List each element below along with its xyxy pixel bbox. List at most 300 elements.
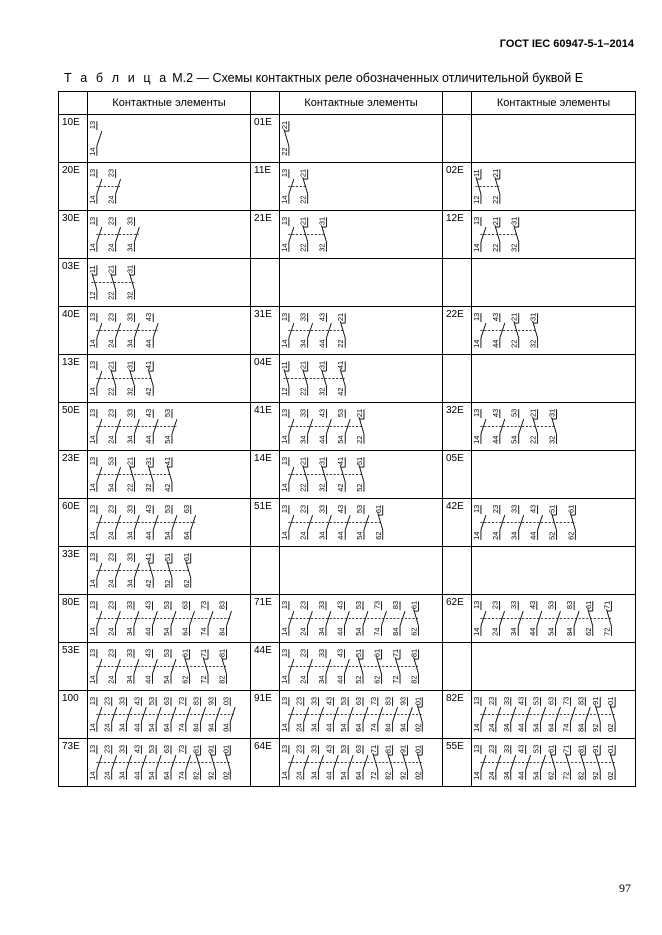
- terminal-label: 53: [162, 648, 171, 658]
- terminal-label: 33: [125, 216, 135, 226]
- contact-diagram: [88, 259, 250, 304]
- terminal-label: 14: [88, 147, 97, 156]
- relay-code-cell: 20E: [59, 163, 88, 211]
- terminal-label: 34: [125, 579, 135, 588]
- scheme-cell: [280, 115, 443, 163]
- terminal-label: 14: [280, 531, 289, 540]
- terminal-label: 54: [546, 627, 556, 636]
- terminal-label: 92: [206, 771, 216, 780]
- scheme-cell: [472, 307, 636, 355]
- terminal-label: 82: [217, 675, 227, 684]
- terminal-label: 22: [106, 291, 116, 300]
- terminal-label: 33: [124, 600, 134, 610]
- terminal-label: 23: [294, 696, 304, 706]
- terminal-label: 81: [576, 744, 586, 754]
- terminal-label: 43: [335, 648, 345, 658]
- terminal-label: 61: [546, 744, 556, 754]
- terminal-label: 92: [591, 723, 601, 732]
- scheme-row: [59, 691, 636, 739]
- scheme-cell: [88, 451, 251, 499]
- terminal-label: 63: [162, 744, 171, 754]
- terminal-label: 73: [199, 600, 209, 610]
- terminal-label: 13: [280, 456, 289, 466]
- contact-diagram: [280, 643, 442, 688]
- terminal-label: 02: [221, 771, 231, 780]
- terminal-label: 14: [88, 675, 97, 684]
- terminal-label: 21: [125, 456, 135, 466]
- terminal-label: 31: [144, 456, 154, 466]
- terminal-label: 81: [217, 648, 227, 658]
- terminal-label: 34: [309, 771, 319, 780]
- terminal-label: 63: [181, 504, 191, 514]
- terminal-label: 22: [336, 339, 346, 348]
- terminal-label: 43: [144, 504, 154, 514]
- terminal-label: 22: [490, 243, 500, 252]
- terminal-label: 54: [531, 771, 541, 780]
- terminal-label: 21: [280, 120, 289, 130]
- terminal-label: 14: [88, 627, 97, 636]
- terminal-label: 21: [490, 168, 500, 178]
- terminal-label: 63: [546, 696, 556, 706]
- terminal-label: 23: [298, 600, 308, 610]
- terminal-label: 23: [298, 648, 308, 658]
- terminal-label: 23: [106, 408, 116, 418]
- terminal-label: 51: [547, 504, 557, 514]
- terminal-label: 44: [143, 627, 153, 636]
- terminal-label: 33: [125, 408, 135, 418]
- scheme-row: [59, 595, 636, 643]
- terminal-label: 14: [280, 483, 289, 492]
- terminal-label: 23: [106, 552, 116, 562]
- terminal-label: 44: [528, 531, 538, 540]
- page-number: 97: [619, 881, 631, 895]
- relay-code-cell: 01E: [251, 115, 280, 163]
- terminal-label: 44: [324, 723, 334, 732]
- terminal-label: 53: [531, 696, 541, 706]
- terminal-label: 51: [162, 552, 172, 562]
- terminal-label: 13: [472, 600, 481, 610]
- contact-diagram: [88, 691, 250, 736]
- terminal-label: 43: [527, 600, 537, 610]
- terminal-label: 84: [383, 723, 393, 732]
- terminal-label: 53: [354, 504, 364, 514]
- terminal-label: 74: [176, 723, 186, 732]
- terminal-label: 21: [528, 408, 538, 418]
- column-header: Контактные элементы: [88, 92, 251, 115]
- terminal-label: 54: [162, 531, 172, 540]
- scheme-cell: [88, 259, 251, 307]
- terminal-label: 71: [602, 600, 612, 610]
- terminal-label: 41: [144, 360, 154, 370]
- terminal-label: 62: [546, 771, 556, 780]
- contact-diagram: [88, 403, 250, 448]
- terminal-label: 94: [398, 723, 408, 732]
- terminal-label: 71: [391, 648, 401, 658]
- terminal-label: 81: [409, 648, 419, 658]
- scheme-cell: [472, 643, 636, 691]
- relay-code-cell: 50E: [59, 403, 88, 451]
- terminal-label: 23: [294, 744, 304, 754]
- terminal-label: 44: [527, 627, 537, 636]
- terminal-label: 23: [486, 696, 496, 706]
- terminal-label: 43: [317, 312, 327, 322]
- contact-diagram: [88, 499, 250, 544]
- header-row: [59, 92, 636, 115]
- terminal-label: 24: [106, 243, 116, 252]
- terminal-label: 14: [472, 435, 481, 444]
- contact-diagram: [472, 163, 635, 208]
- terminal-label: 44: [324, 771, 334, 780]
- contact-diagram: [280, 115, 442, 160]
- terminal-label: 01: [413, 696, 423, 706]
- caption-text: М.2 — Схемы контактных реле обозначенных отличительной буквой Е: [168, 71, 584, 85]
- terminal-label: 91: [398, 744, 408, 754]
- contact-diagram: [88, 307, 250, 352]
- terminal-label: 61: [372, 648, 382, 658]
- terminal-label: 13: [280, 600, 289, 610]
- terminal-label: 52: [162, 579, 172, 588]
- terminal-label: 33: [316, 648, 326, 658]
- table-continuation-line: [58, 740, 59, 750]
- terminal-label: 02: [606, 723, 616, 732]
- terminal-label: 14: [88, 195, 97, 204]
- contact-diagram: [280, 691, 442, 736]
- terminal-label: 34: [509, 627, 519, 636]
- terminal-label: 34: [117, 723, 127, 732]
- relay-code-cell: 22E: [443, 307, 472, 355]
- relay-code-cell: 33E: [59, 547, 88, 595]
- terminal-label: 14: [88, 483, 97, 492]
- terminal-label: 71: [561, 744, 571, 754]
- scheme-cell: [280, 691, 443, 739]
- terminal-label: 62: [409, 627, 419, 636]
- terminal-label: 83: [383, 696, 393, 706]
- terminal-label: 32: [125, 387, 135, 396]
- terminal-label: 23: [102, 744, 112, 754]
- terminal-label: 12: [88, 291, 97, 300]
- terminal-label: 53: [339, 696, 349, 706]
- terminal-label: 11: [280, 361, 289, 370]
- terminal-label: 72: [561, 771, 571, 780]
- terminal-label: 72: [391, 675, 401, 684]
- relay-code-cell: [443, 115, 472, 163]
- terminal-label: 32: [509, 243, 519, 252]
- terminal-label: 83: [391, 600, 401, 610]
- terminal-label: 14: [472, 243, 481, 252]
- contact-diagram: [88, 595, 250, 640]
- terminal-label: 14: [472, 531, 481, 540]
- terminal-label: 54: [147, 771, 157, 780]
- terminal-label: 54: [147, 723, 157, 732]
- terminal-label: 74: [176, 771, 186, 780]
- relay-code-cell: 05E: [443, 451, 472, 499]
- terminal-label: 14: [280, 627, 289, 636]
- relay-code-cell: 23E: [59, 451, 88, 499]
- terminal-label: 62: [566, 531, 576, 540]
- terminal-label: 22: [528, 435, 538, 444]
- relay-code-cell: 100: [59, 691, 88, 739]
- terminal-label: 13: [88, 360, 97, 370]
- relay-code-cell: 21E: [251, 211, 280, 259]
- terminal-label: 64: [181, 531, 191, 540]
- scheme-cell: [280, 547, 443, 595]
- terminal-label: 42: [162, 483, 172, 492]
- terminal-label: 23: [106, 216, 116, 226]
- terminal-label: 44: [335, 627, 345, 636]
- terminal-label: 31: [317, 360, 327, 370]
- relay-code-cell: 64E: [251, 739, 280, 787]
- terminal-label: 54: [354, 627, 363, 636]
- scheme-row: [59, 739, 636, 787]
- terminal-label: 31: [317, 216, 327, 226]
- terminal-label: 23: [298, 504, 308, 514]
- terminal-label: 13: [88, 168, 97, 178]
- contact-diagram: [472, 355, 635, 400]
- scheme-cell: [472, 451, 636, 499]
- terminal-label: 13: [88, 312, 97, 322]
- terminal-label: 21: [298, 360, 308, 370]
- terminal-label: 33: [309, 744, 319, 754]
- terminal-label: 34: [125, 339, 135, 348]
- relay-code-cell: 40E: [59, 307, 88, 355]
- terminal-label: 34: [124, 675, 134, 684]
- contact-diagram: [280, 739, 442, 784]
- terminal-label: 54: [106, 483, 116, 492]
- terminal-label: 21: [298, 456, 308, 466]
- terminal-label: 24: [106, 195, 116, 204]
- relay-code-cell: 04E: [251, 355, 280, 403]
- terminal-label: 24: [490, 627, 500, 636]
- terminal-label: 73: [561, 696, 571, 706]
- terminal-label: 22: [490, 195, 500, 204]
- terminal-label: 14: [280, 243, 289, 252]
- terminal-label: 23: [102, 696, 112, 706]
- scheme-cell: [280, 259, 443, 307]
- scheme-cell: [88, 547, 251, 595]
- terminal-label: 83: [217, 600, 227, 610]
- terminal-label: 13: [88, 552, 97, 562]
- no-contact-symbol: [97, 121, 102, 156]
- relay-code-cell: 02E: [443, 163, 472, 211]
- scheme-cell: [472, 403, 636, 451]
- relay-code-cell: [443, 355, 472, 403]
- terminal-label: 14: [472, 771, 481, 780]
- terminal-label: 22: [280, 147, 289, 156]
- scheme-cell: [88, 211, 251, 259]
- terminal-label: 44: [336, 531, 346, 540]
- terminal-label: 13: [88, 408, 97, 418]
- terminal-label: 13: [280, 216, 289, 226]
- column-header: Контактные элементы: [280, 92, 443, 115]
- caption-prefix: Т а б л и ц а: [64, 71, 169, 85]
- scheme-row: [59, 211, 636, 259]
- terminal-label: 81: [191, 744, 201, 754]
- terminal-label: 42: [336, 387, 346, 396]
- scheme-cell: [88, 595, 251, 643]
- terminal-label: 12: [280, 387, 289, 396]
- terminal-label: 24: [106, 531, 116, 540]
- terminal-label: 14: [280, 339, 289, 348]
- terminal-label: 42: [336, 483, 346, 492]
- terminal-label: 24: [298, 627, 308, 636]
- terminal-label: 33: [125, 552, 135, 562]
- terminal-label: 31: [547, 408, 557, 418]
- terminal-label: 44: [144, 435, 154, 444]
- terminal-label: 33: [316, 600, 326, 610]
- scheme-cell: [280, 595, 443, 643]
- terminal-label: 13: [88, 504, 97, 514]
- terminal-label: 43: [143, 600, 153, 610]
- terminal-label: 53: [546, 600, 556, 610]
- terminal-label: 44: [317, 435, 327, 444]
- terminal-label: 32: [317, 243, 327, 252]
- terminal-label: 43: [144, 408, 154, 418]
- relay-code-cell: 30E: [59, 211, 88, 259]
- terminal-label: 51: [354, 648, 363, 658]
- scheme-cell: [472, 499, 636, 547]
- terminal-label: 61: [181, 552, 191, 562]
- contact-diagram: [280, 499, 442, 544]
- terminal-label: 53: [162, 600, 171, 610]
- terminal-label: 73: [368, 696, 378, 706]
- terminal-label: 54: [339, 723, 349, 732]
- terminal-label: 34: [316, 675, 326, 684]
- contact-diagram: [472, 211, 635, 256]
- contact-diagram: [88, 739, 250, 784]
- terminal-label: 13: [280, 504, 289, 514]
- scheme-row: [59, 163, 636, 211]
- relay-code-cell: 55E: [443, 739, 472, 787]
- terminal-label: 44: [335, 675, 345, 684]
- terminal-label: 74: [199, 627, 209, 636]
- terminal-label: 44: [516, 723, 526, 732]
- scheme-cell: [280, 499, 443, 547]
- terminal-label: 22: [509, 339, 519, 348]
- terminal-label: 62: [373, 531, 383, 540]
- contact-diagram: [472, 115, 635, 160]
- scheme-cell: [88, 115, 251, 163]
- terminal-label: 14: [280, 723, 289, 732]
- terminal-label: 32: [317, 387, 327, 396]
- terminal-label: 14: [88, 339, 97, 348]
- terminal-label: 22: [298, 387, 308, 396]
- scheme-cell: [280, 211, 443, 259]
- terminal-label: 23: [106, 648, 116, 658]
- terminal-label: 13: [472, 504, 481, 514]
- terminal-label: 84: [576, 723, 586, 732]
- terminal-label: 34: [316, 627, 326, 636]
- scheme-row: [59, 355, 636, 403]
- terminal-label: 61: [566, 504, 576, 514]
- terminal-label: 24: [106, 579, 116, 588]
- terminal-label: 64: [180, 627, 190, 636]
- terminal-label: 24: [294, 723, 304, 732]
- relay-code-cell: 14E: [251, 451, 280, 499]
- header-code-cell: [59, 92, 88, 115]
- terminal-label: 34: [125, 531, 135, 540]
- terminal-label: 63: [354, 744, 363, 754]
- terminal-label: 54: [336, 435, 346, 444]
- terminal-label: 13: [280, 408, 289, 418]
- contact-diagram: [472, 547, 635, 592]
- terminal-label: 33: [117, 744, 127, 754]
- terminal-label: 34: [309, 723, 319, 732]
- terminal-label: 13: [88, 648, 97, 658]
- terminal-label: 13: [280, 168, 289, 178]
- terminal-label: 83: [191, 696, 201, 706]
- contact-diagram: [280, 403, 442, 448]
- terminal-label: 02: [413, 723, 423, 732]
- terminal-label: 62: [180, 675, 190, 684]
- terminal-label: 01: [413, 744, 423, 754]
- terminal-label: 23: [106, 600, 116, 610]
- relay-code-cell: 82E: [443, 691, 472, 739]
- relay-code-cell: 03E: [59, 259, 88, 307]
- terminal-label: 43: [144, 312, 154, 322]
- scheme-row: [59, 643, 636, 691]
- contact-diagram: [280, 355, 442, 400]
- relay-code-cell: 51E: [251, 499, 280, 547]
- terminal-label: 64: [162, 723, 171, 732]
- terminal-label: 13: [472, 312, 481, 322]
- terminal-label: 74: [372, 627, 382, 636]
- terminal-label: 51: [354, 456, 364, 466]
- relay-code-cell: 60E: [59, 499, 88, 547]
- terminal-label: 43: [528, 504, 538, 514]
- table-body: [59, 92, 636, 787]
- terminal-label: 43: [324, 744, 334, 754]
- terminal-label: 43: [335, 600, 345, 610]
- terminal-label: 91: [206, 744, 216, 754]
- terminal-label: 32: [144, 483, 154, 492]
- terminal-label: 34: [298, 339, 308, 348]
- scheme-cell: [88, 163, 251, 211]
- terminal-label: 21: [354, 408, 364, 418]
- terminal-label: 24: [486, 723, 496, 732]
- terminal-label: 22: [298, 195, 308, 204]
- relay-code-cell: 91E: [251, 691, 280, 739]
- terminal-label: 72: [602, 627, 612, 636]
- terminal-label: 02: [413, 771, 423, 780]
- terminal-label: 53: [162, 504, 172, 514]
- terminal-label: 14: [280, 675, 289, 684]
- terminal-label: 21: [509, 312, 519, 322]
- terminal-label: 82: [576, 771, 586, 780]
- terminal-label: 23: [106, 504, 116, 514]
- terminal-label: 21: [490, 216, 500, 226]
- terminal-label: 23: [490, 600, 500, 610]
- scheme-row: [59, 451, 636, 499]
- terminal-label: 31: [509, 216, 519, 226]
- contact-diagram: [88, 643, 250, 688]
- terminal-label: 92: [398, 771, 408, 780]
- scheme-cell: [88, 307, 251, 355]
- scheme-cell: [88, 499, 251, 547]
- terminal-label: 62: [181, 579, 191, 588]
- relay-code-cell: 62E: [443, 595, 472, 643]
- scheme-cell: [472, 259, 636, 307]
- terminal-label: 53: [147, 744, 157, 754]
- terminal-label: 54: [339, 771, 349, 780]
- relay-code-cell: 41E: [251, 403, 280, 451]
- terminal-label: 42: [144, 387, 154, 396]
- terminal-label: 44: [317, 339, 327, 348]
- terminal-label: 13: [472, 744, 481, 754]
- contact-diagram: [472, 259, 635, 304]
- terminal-label: 02: [606, 771, 616, 780]
- header-code-cell: [251, 92, 280, 115]
- terminal-label: 72: [199, 675, 209, 684]
